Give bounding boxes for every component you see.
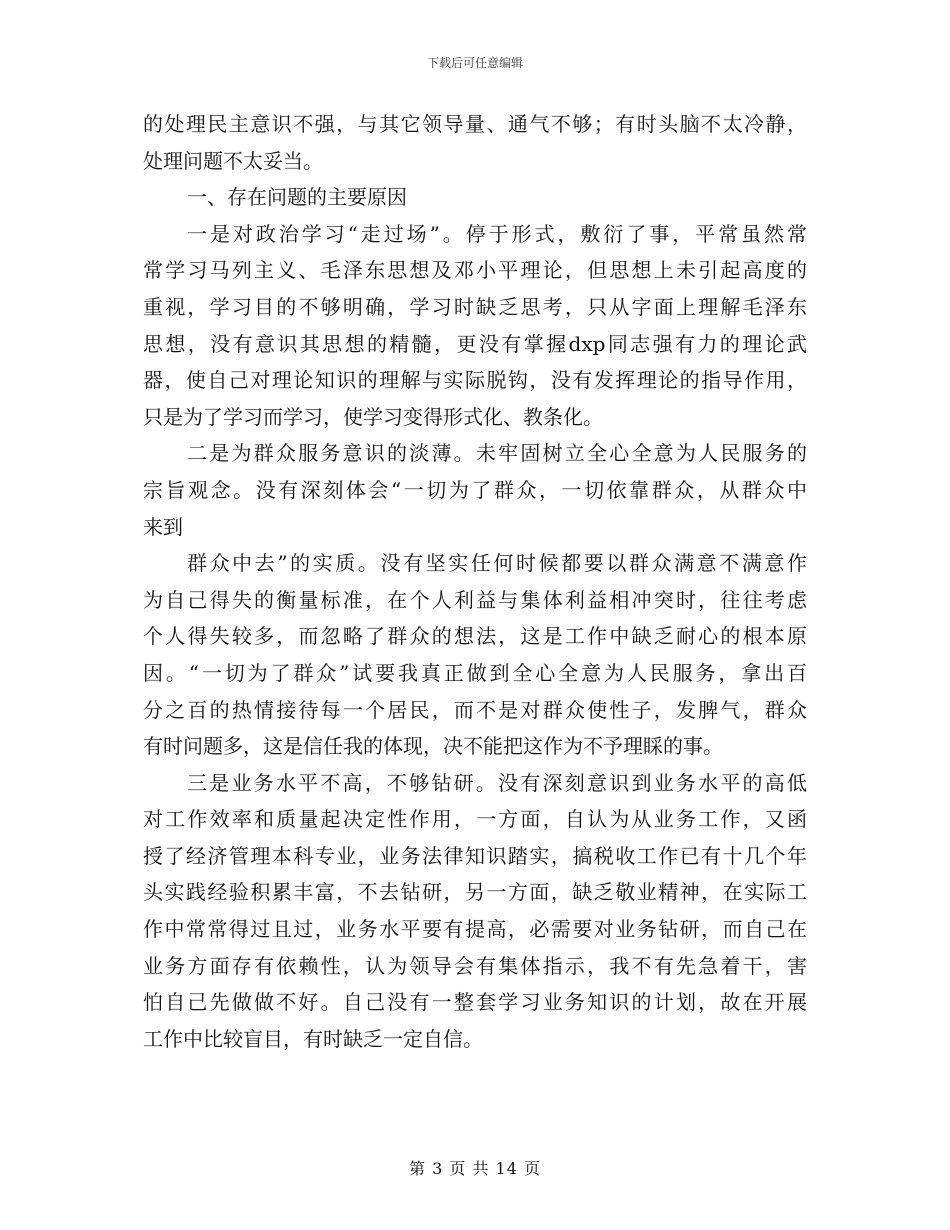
text-line: 宗旨观念。没有深刻体会“一切为了群众，一切依靠群众，从群众中: [143, 477, 807, 502]
text-line: 重视，学习目的不够明确，学习时缺乏思考，只从字面上理解毛泽东: [143, 294, 807, 319]
text-line: 分之百的热情接待每一个居民，而不是对群众使性子，发脾气，群众: [143, 697, 807, 722]
page-header: 下载后可任意编辑: [426, 56, 523, 70]
text-line: 只是为了学习而学习，使学习变得形式化、教条化。: [143, 404, 603, 429]
text-line: 三是业务水平不高，不够钻研。没有深刻意识到业务水平的高低: [187, 770, 807, 795]
text-line: 对工作效率和质量起决定性作用，一方面，自认为从业务工作，又函: [143, 807, 807, 832]
text-line: 头实践经验积累丰富，不去钻研，另一方面，缺乏敬业精神，在实际工: [143, 880, 807, 905]
text-line: 个人得失较多，而忽略了群众的想法，这是工作中缺乏耐心的根本原: [143, 624, 807, 649]
text-line: 有时问题多，这是信任我的体现，决不能把这作为不予理睬的事。: [143, 734, 723, 759]
text-line: 一是对政治学习“走过场”。停于形式，敷衍了事，平常虽然常: [187, 221, 807, 246]
text-line: 授了经济管理本科专业，业务法律知识踏实，搞税收工作已有十几个年: [143, 843, 807, 868]
text-line: 处理问题不太妥当。: [143, 148, 323, 173]
text-line: 来到: [143, 514, 183, 539]
text-line: 为自己得失的衡量标准，在个人利益与集体利益相冲突时，往往考虑: [143, 587, 807, 612]
page-footer: 第 3 页 共 14 页: [409, 1159, 541, 1178]
text-line: 因。“一切为了群众”试要我真正做到全心全意为人民服务，拿出百: [143, 660, 807, 685]
text-line: 怕自己先做做不好。自己没有一整套学习业务知识的计划，故在开展: [143, 990, 807, 1015]
text-line: 工作中比较盲目，有时缺乏一定自信。: [143, 1026, 483, 1051]
text-line: 的处理民主意识不强，与其它领导量、通气不够；有时头脑不太冷静，: [143, 112, 807, 136]
document-body: [143, 106, 807, 1057]
text-line: 业务方面存有依赖性，认为领导会有集体指示，我不有先急着干，害: [143, 953, 807, 978]
text-line: 器，使自己对理论知识的理解与实际脱钩，没有发挥理论的指导作用，: [143, 368, 807, 393]
text-line: 二是为群众服务意识的淡薄。未牢固树立全心全意为人民服务的: [187, 441, 807, 466]
text-line: 思想，没有意识其思想的精髓，更没有掌握dxp同志强有力的理论武: [143, 331, 807, 356]
text-line: 群众中去”的实质。没有坚实任何时候都要以群众满意不满意作: [187, 551, 807, 576]
text-line: 作中常常得过且过，业务水平要有提高，必需要对业务钻研，而自己在: [143, 917, 807, 942]
text-line: 常学习马列主义、毛泽东思想及邓小平理论，但思想上未引起高度的: [143, 258, 807, 283]
text-line: 一、存在问题的主要原因: [187, 185, 407, 210]
